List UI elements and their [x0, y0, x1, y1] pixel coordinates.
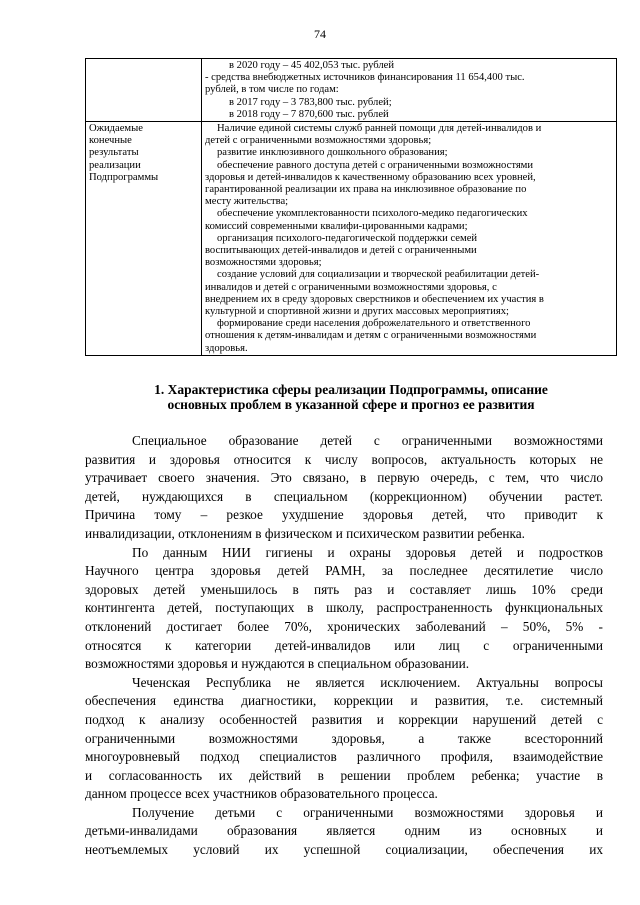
result-line: Наличие единой системы служб ранней помощи для детей-инвалидов и — [217, 123, 542, 135]
result-line: развитие инклюзивного дошкольного образования; — [217, 147, 448, 159]
funding-row — [86, 59, 617, 122]
text-line: многоуровневый подход специалистов различного профиля, взаимодействие — [85, 749, 603, 765]
result-line: здоровья. — [205, 342, 248, 354]
text-line: Специальное образование детей с ограниченными возможностями — [132, 433, 603, 448]
expected-results-label-cell — [86, 122, 202, 356]
paragraph — [85, 674, 603, 804]
paragraph — [85, 432, 603, 544]
text-line: относятся к категории детей-инвалидов или лиц с ограниченными — [85, 637, 603, 653]
text-line: детьми-инвалидами образования является одним из основных и — [85, 823, 603, 839]
text-line: здоровых детей уменьшилось в пять раз и составляет лишь 10% среди — [85, 581, 603, 597]
funding-line: рублей, в том числе по годам: — [205, 84, 339, 96]
result-line: организация психолого-педагогической поддержки семей — [217, 232, 478, 244]
result-line: внедрением их в среду здоровых сверстников и обеспечением их участия в — [205, 293, 544, 305]
section-heading-line: 1. Характеристика сферы реализации Подпрограммы, описание — [154, 382, 548, 397]
text-line: обеспечения единства диагностики, коррекции и развития, т.е. системный — [85, 693, 603, 709]
row-label-line: реализации — [89, 159, 141, 171]
text-line: ограниченными возможностями здоровья, а также всесторонний — [85, 730, 603, 746]
result-line: месту жительства; — [205, 196, 289, 208]
result-line: детей с ограниченными возможностями здоровья; — [205, 135, 432, 147]
expected-results-row — [86, 122, 617, 356]
subprogram-passport-table — [85, 58, 617, 356]
text-line: развития и здоровья относится к числу вопросов, актуальность которых не — [85, 451, 603, 467]
result-line: обеспечение равного доступа детей с ограниченными возможностями — [217, 159, 534, 171]
paragraph — [85, 544, 603, 674]
text-line: возможностями здоровья и нуждаются в специальном образовании. — [85, 656, 470, 672]
text-line: Научного центра здоровья детей РАМН, за последнее десятилетие число — [85, 563, 603, 579]
row-label-line: Подпрограммы — [89, 171, 159, 183]
result-line: гарантированной реализации их права на инклюзивное образование по — [205, 184, 527, 196]
result-line: обеспечение укомплектованности психолого-медико педагогических — [217, 208, 528, 220]
text-line: Чеченская Республика не является исключением. Актуальны вопросы — [132, 674, 603, 690]
funding-line: в 2018 году – 7 870,600 тыс. рублей — [229, 108, 389, 120]
result-line: создание условий для социализации и творческой реабилитации детей- — [217, 269, 540, 281]
text-line: контингента детей, поступающих в школу, распространенность функциональных — [85, 600, 603, 616]
text-line: инвалидизации, отклонениям в физическом и психическом развитии ребенка. — [85, 525, 525, 541]
row-label-line: конечные — [89, 135, 132, 147]
funding-line: в 2020 году – 45 402,053 тыс. рублей — [229, 60, 395, 71]
text-line: данном процессе всех участников образовательного процесса. — [85, 786, 438, 802]
result-line: культурной и спортивной жизни и других массовых мероприятиях; — [205, 306, 509, 318]
funding-label-cell — [86, 59, 202, 122]
text-line: подход к анализу особенностей развития и коррекции нарушений детей с — [85, 711, 603, 727]
page-number: 74 — [314, 27, 326, 41]
text-line: и согласованность их действий в решении проблем ребенка; участие в — [85, 767, 603, 783]
body-text — [85, 432, 603, 860]
text-line: утрачивает своего значения. Это связано, в первую очередь, с тем, что число — [85, 470, 603, 486]
expected-results-content-cell — [202, 122, 617, 356]
result-line: воспитывающих детей-инвалидов и детей с ограниченными — [205, 245, 477, 257]
result-line: здоровья и детей-инвалидов к качественному образованию всех уровней, — [205, 171, 536, 183]
result-line: возможностями здоровья; — [205, 257, 322, 269]
paragraph — [85, 804, 603, 860]
funding-line: - средства внебюджетных источников финансирования 11 654,400 тыс. — [205, 72, 525, 84]
row-label-line: Ожидаемые — [89, 123, 143, 135]
row-label-line: результаты — [89, 147, 139, 159]
text-line: По данным НИИ гигиены и охраны здоровья детей и подростков — [132, 544, 603, 560]
text-line: Причина тому – резкое ухудшение здоровья детей, что приводит к — [85, 507, 603, 523]
result-line: комиссий современными квалифи-цированными кадрами; — [205, 220, 468, 232]
funding-line: в 2017 году – 3 783,800 тыс. рублей; — [229, 96, 392, 108]
text-line: Получение детьми с ограниченными возможностями здоровья и — [132, 804, 603, 820]
result-line: инвалидов и детей с ограниченными возможностями здоровья, с — [205, 281, 497, 293]
result-line: отношения к детям-инвалидам и детям с ограниченными возможностями — [205, 330, 537, 342]
section-heading — [85, 382, 617, 412]
text-line: детей, нуждающихся в специальном (коррекционном) обучении растет. — [85, 488, 603, 504]
section-heading-line: основных проблем в указанной сфере и прогноз ее развития — [167, 397, 535, 412]
text-line: отклонений достигает более 70%, хронических заболеваний – 50%, 5% - — [85, 618, 603, 634]
funding-content-cell — [202, 59, 617, 122]
result-line: формирование среди населения доброжелательного и ответственного — [217, 318, 531, 330]
text-line: неотъемлемых условий их успешной социализации, обеспечения их — [85, 842, 603, 858]
